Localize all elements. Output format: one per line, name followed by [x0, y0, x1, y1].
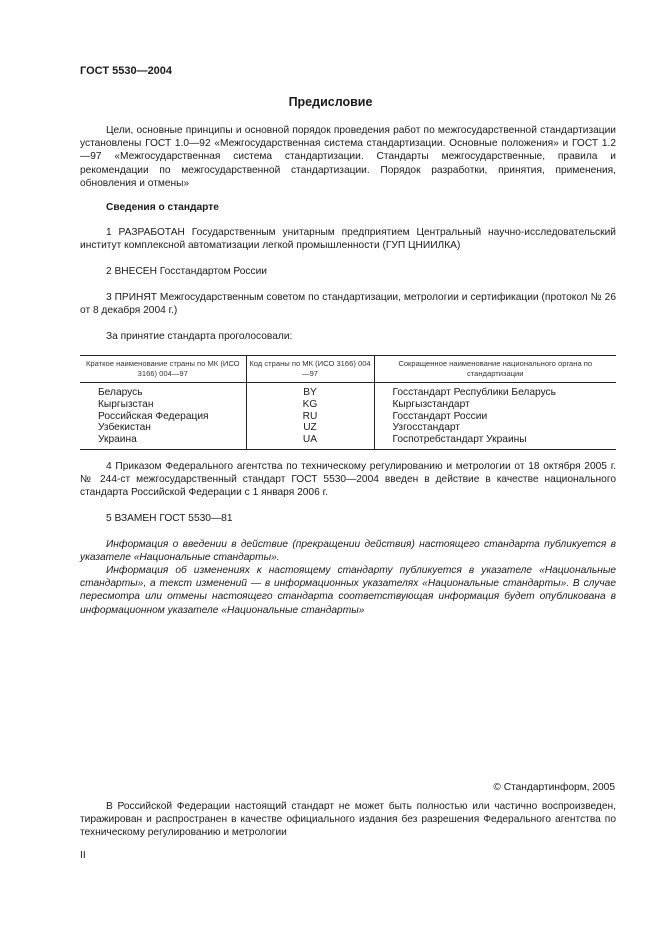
body-cell: Госпотребстандарт Украины [374, 434, 616, 449]
item-developed: 1 РАЗРАБОТАН Государственным унитарным предприятием Центральный научно-исследовательский институт комплексной автоматизации легкой промышленности (ГУП ЦНИИЛКА) [80, 227, 616, 252]
column-header-code: Код страны по МК (ИСО 3166) 004—97 [246, 356, 374, 383]
voting-table [80, 355, 616, 450]
table-row [80, 422, 616, 434]
column-header-country: Краткое наименование страны по МК (ИСО 3166) 004—97 [80, 356, 246, 383]
country-cell: Украина [80, 434, 246, 449]
item-enacted: 4 Приказом Федерального агентства по техническому регулированию и метрологии от 18 октября 2005 г. № 244-ст межгосударственный стандарт ГОСТ 5530—2004 введен в действие в качестве национального стандарта Российской Федерации с 1 января 2006 г. [80, 461, 616, 499]
document-code: ГОСТ 5530—2004 [80, 65, 173, 77]
country-cell: Российская Федерация [98, 410, 209, 422]
column-header-body: Сокращенное наименование национального органа по стандартизации [374, 356, 616, 383]
item-adopted: 3 ПРИНЯТ Межгосударственным советом по стандартизации, метрологии и сертификации (протокол № 26 от 8 декабря 2004 г.) [80, 292, 616, 317]
country-cell: Беларусь [98, 387, 143, 398]
code-cell: KG [246, 399, 374, 411]
body-cell: Узгосстандарт [374, 422, 616, 434]
code-cell: UA [246, 434, 374, 449]
country-cell: Кыргызстан [98, 398, 154, 410]
body-cell: Госстандарт России [374, 411, 616, 423]
code-cell: BY [246, 383, 374, 399]
page-number: II [80, 850, 86, 861]
table-header-row [80, 356, 616, 383]
item-replaces: 5 ВЗАМЕН ГОСТ 5530—81 [106, 513, 233, 524]
info-changes-notice: Информация об изменениях к настоящему стандарту публикуется в указателе «Национальные стандарты», а текст изменений — в информационных указателях «Национальные стандарты». В случае пересмотра или отмены настоящего стандарта соответствующая информация будет опубликована в информационном указателе «Национальные стандарты» [80, 565, 616, 616]
section-heading: Сведения о стандарте [106, 202, 219, 213]
table-row [80, 411, 616, 423]
table-row [80, 434, 616, 449]
info-introduction-notice: Информация о введении в действие (прекращении действия) настоящего стандарта публикуется в указателе «Национальные стандарты». [80, 539, 616, 564]
copyright-line: © Стандартинформ, 2005 [493, 782, 615, 793]
table-row [80, 383, 616, 399]
reproduction-notice: В Российской Федерации настоящий стандарт не может быть полностью или частично воспроизведен, тиражирован и распространен в качестве официального издания без разрешения Федерального агентства по техническому регулированию и метрологии [80, 801, 616, 839]
intro-paragraph: Цели, основные принципы и основной порядок проведения работ по межгосударственной стандартизации установлены ГОСТ 1.0—92 «Межгосударственная система стандартизации. Основные положения» и ГОСТ 1.2—97 «Межгосударственная система стандартизации. Стандарты межгосударственные, правила и рекомендации по межгосударственной стандартизации. Порядок разработки, принятия, применения, обновления и отмены» [80, 125, 616, 189]
body-cell: Кыргызстандарт [374, 399, 616, 411]
code-cell: RU [246, 411, 374, 423]
table-row [80, 399, 616, 411]
code-cell: UZ [246, 422, 374, 434]
item-introduced: 2 ВНЕСЕН Госстандартом России [106, 266, 267, 277]
page-title: Предисловие [288, 95, 373, 109]
body-cell: Госстандарт Республики Беларусь [374, 383, 616, 399]
vote-intro: За принятие стандарта проголосовали: [106, 331, 293, 342]
country-cell: Узбекистан [98, 422, 151, 434]
